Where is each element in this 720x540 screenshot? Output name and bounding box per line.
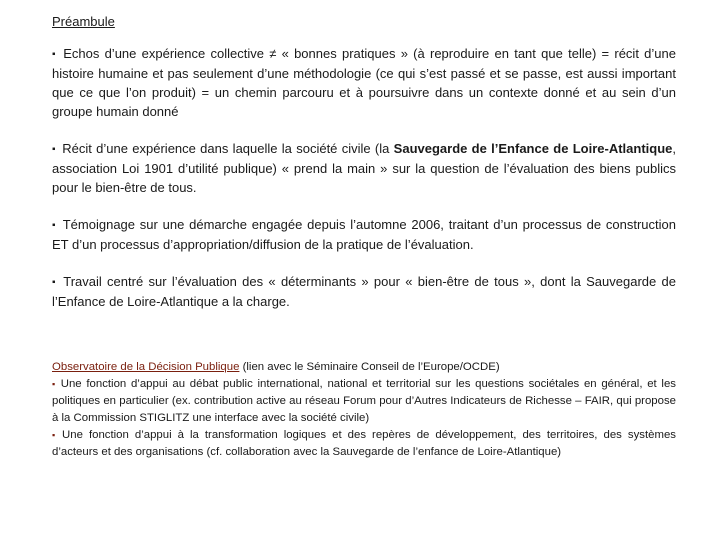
- bullet-icon: ▪: [52, 430, 59, 440]
- observatoire-item-2-text: Une fonction d’appui à la transformation logiques et des repères de développement, des territoires, des systèmes d’acteurs et des organisations (cf. collaboration avec la Sauvegarde de l’enfance de Loire-Atlantique): [52, 429, 676, 458]
- paragraph-3-text: Témoignage sur une démarche engagée depuis l’automne 2006, traitant d’un processus de construction ET d’un processus d’appropriation/diffusion de la pratique de l’évaluation.: [52, 217, 677, 252]
- paragraph-2-organisation-name: Sauvegarde de l’Enfance de Loire-Atlantique: [393, 141, 673, 156]
- preamble-title: Préambule: [52, 14, 115, 29]
- bullet-icon: ▪: [52, 49, 58, 60]
- observatoire-title-note: (lien avec le Séminaire Conseil de l’Europe/OCDE): [239, 361, 500, 373]
- paragraph-1-text: Echos d’une expérience collective ≠ « bonnes pratiques » (à reproduire en tant que telle) = récit d’une histoire humaine et pas seulement d’une méthodologie (ce qui s’est passé et se passe, est aussi important que ce que l’on produit) = un chemin parcouru et à poursuivre dans un contexte donné et au sein d’un groupe humain donné: [52, 46, 676, 119]
- preamble-paragraph-4: [52, 272, 676, 311]
- observatoire-title: Observatoire de la Décision Publique: [52, 361, 240, 373]
- paragraph-2-text-after: , association Loi 1901 d’utilité publique) « prend la main » sur la question de l’évaluation des biens publics pour le bien-être de tous.: [52, 141, 677, 195]
- preamble-paragraph-3: [52, 215, 676, 254]
- paragraph-2-text-before: Récit d’une expérience dans laquelle la société civile (la: [62, 141, 394, 156]
- observatoire-heading: [52, 359, 676, 376]
- observatoire-item-1-text: Une fonction d’appui au débat public international, national et territorial sur les questions sociétales en général, et les politiques en particulier (ex. contribution active au réseau Forum pour d’Autres Indicateurs de Richesse – FAIR, qui propose à la Commission STIGLITZ une interface avec la société civile): [52, 378, 676, 424]
- preamble-paragraph-2: [52, 139, 676, 197]
- observatoire-item-2: [52, 427, 676, 461]
- preamble-paragraph-1: [52, 44, 676, 121]
- bullet-icon: ▪: [52, 379, 57, 389]
- preamble-section: [52, 14, 676, 329]
- observatoire-section: [52, 359, 676, 461]
- bullet-icon: ▪: [52, 144, 57, 155]
- observatoire-item-1: [52, 376, 676, 427]
- paragraph-4-text: Travail centré sur l’évaluation des « déterminants » pour « bien-être de tous », dont la Sauvegarde de l’Enfance de Loire-Atlantique a la charge.: [52, 274, 676, 309]
- bullet-icon: ▪: [52, 220, 57, 231]
- bullet-icon: ▪: [52, 277, 58, 288]
